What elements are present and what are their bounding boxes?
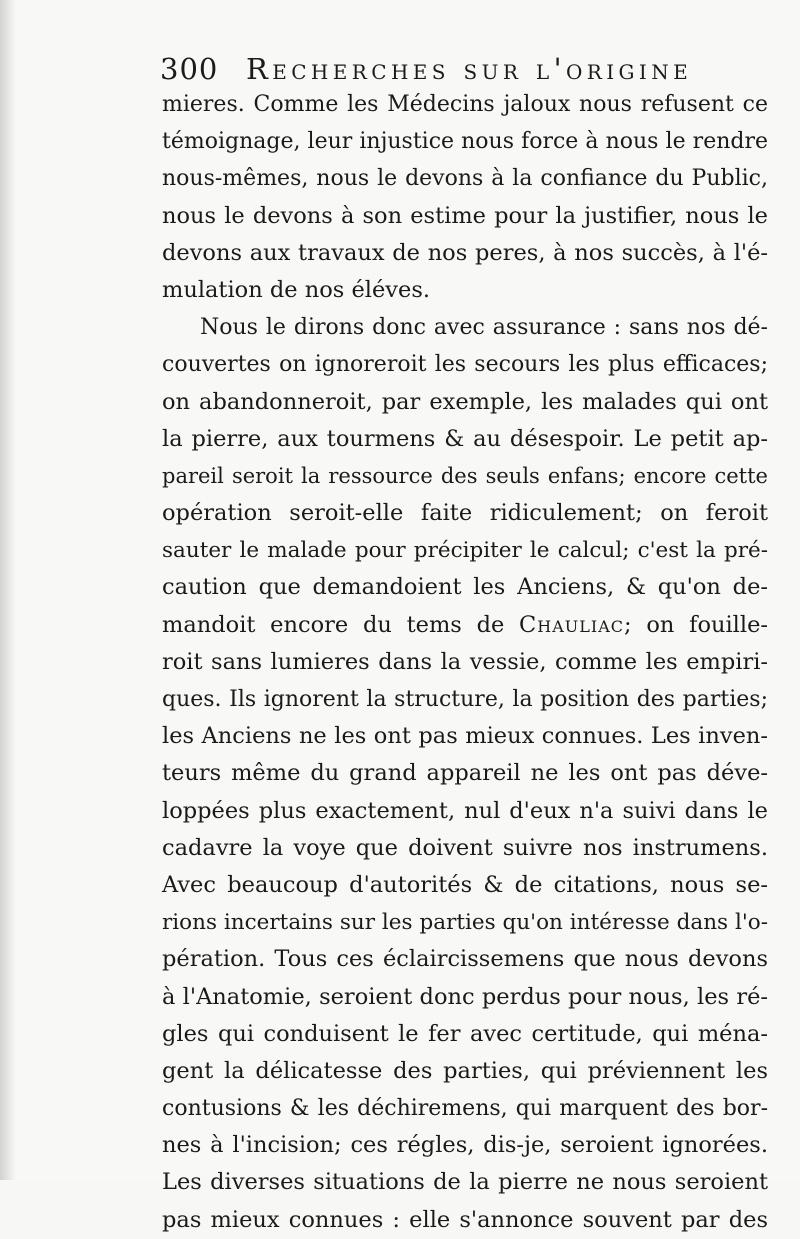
text-line: pération. Tous ces éclaircissemens que nous devons — [162, 946, 768, 973]
body-text — [162, 86, 768, 1239]
text-line: Les diverses situations de la pierre ne nous seroient — [162, 1169, 768, 1196]
text-line — [162, 607, 768, 644]
text-line: pas mieux connues : elle s'annonce souvent par des — [162, 1206, 768, 1233]
text-line: Avec beaucoup d'autorités & de citations, nous se- — [162, 871, 768, 898]
text-line: gles qui conduisent le fer avec certitude, qui ména- — [162, 1020, 768, 1047]
text-segment: mandoit encore du tems de — [162, 611, 520, 638]
text-line: nous le devons à son estime pour la justifier, nous le — [162, 202, 768, 229]
page-number: 300 — [160, 52, 219, 86]
text-line: nous-mêmes, nous le devons à la confiance du Public, — [162, 166, 768, 192]
text-line: à l'Anatomie, seroient donc perdus pour nous, les ré- — [162, 983, 768, 1010]
text-line: on abandonneroit, par exemple, les malades qui ont — [162, 388, 768, 415]
paragraph-start-line: Nous le dirons donc avec assurance : sans nos dé- — [200, 315, 768, 341]
text-line: les Anciens ne les ont pas mieux connues. Les inven- — [162, 723, 768, 750]
text-line: loppées plus exactement, nul d'eux n'a suivi dans le — [162, 797, 768, 824]
text-line: rions incertains sur les parties qu'on intéresse dans l'o- — [162, 910, 768, 936]
text-line: ques. Ils ignorent la structure, la position des parties; — [162, 687, 768, 712]
text-line: roit sans lumieres dans la vessie, comme les empiri- — [162, 648, 768, 675]
text-line: mieres. Comme les Médecins jaloux nous refusent ce — [162, 92, 768, 117]
text-line: devons aux travaux de nos peres, à nos succès, à l'é- — [162, 239, 768, 266]
text-line: témoignage, leur injustice nous force à nous le rendre — [162, 129, 768, 155]
author-name: Chauliac — [519, 611, 624, 638]
text-line: mulation de nos éléves. — [162, 276, 431, 303]
text-line: contusions & les déchiremens, qui marquent des bor- — [162, 1096, 768, 1122]
text-line: caution que demandoient les Anciens, & qu'on de- — [162, 574, 768, 601]
text-line: opération seroit-elle faite ridiculement; on feroit — [162, 500, 768, 527]
text-line: sauter le malade pour précipiter le calcul; c'est la pré- — [162, 538, 768, 564]
running-title: Recherches sur l'origine — [246, 52, 693, 86]
text-line: couvertes on ignoreroit les secours les plus efficaces; — [162, 352, 768, 378]
text-line: nes à l'incision; ces régles, dis-je, seroient ignorées. — [162, 1132, 768, 1159]
text-line: gent la délicatesse des parties, qui préviennent les — [162, 1057, 768, 1084]
text-line: pareil seroit la ressource des seuls enfans; encore cette — [162, 463, 768, 488]
text-line: cadavre la voye que doivent suivre nos instrumens. — [162, 834, 768, 861]
gutter-shadow — [0, 0, 16, 1180]
text-segment: ; on fouille- — [624, 611, 768, 638]
text-line: teurs même du grand appareil ne les ont pas déve- — [162, 760, 768, 787]
text-line: la pierre, aux tourmens & au désespoir. Le petit ap- — [162, 425, 768, 452]
